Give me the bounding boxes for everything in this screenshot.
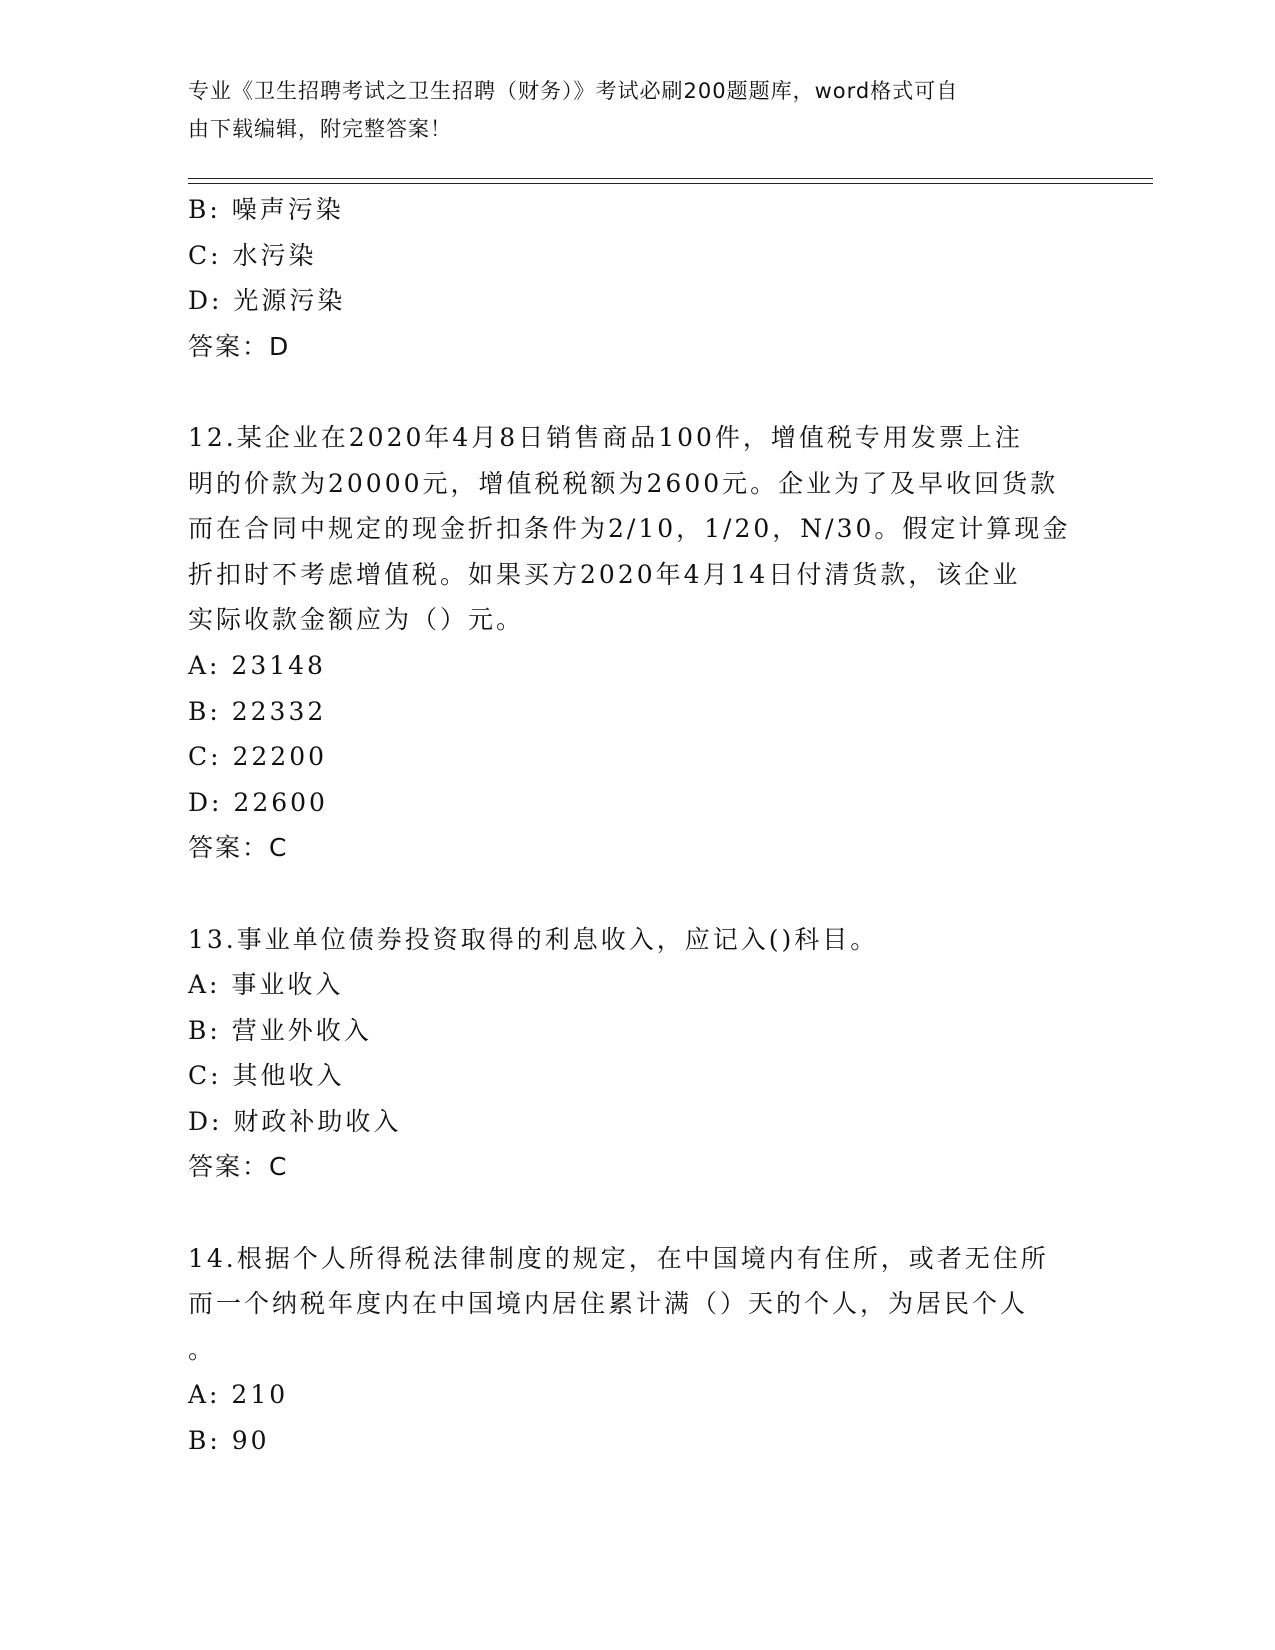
question-stem-line: 13.事业单位债券投资取得的利息收入，应记入()科目。 — [188, 924, 879, 954]
question-stem-line: 折扣时不考虑增值税。如果买方2020年4月14日付清货款，该企业 — [188, 559, 1021, 589]
question-stem-line: 。 — [188, 1334, 217, 1364]
question-stem-line: 12.某企业在2020年4月8日销售商品100件，增值税专用发票上注 — [188, 422, 1023, 452]
spacer — [188, 1190, 1088, 1236]
option-c: C: 22200 — [188, 742, 328, 772]
answer: 答案：C — [188, 1152, 289, 1182]
option-d: D: 财政补助收入 — [188, 1106, 402, 1136]
question-stem-line: 实际收款金额应为（）元。 — [188, 605, 525, 635]
question-stem-line: 而一个纳税年度内在中国境内居住累计满（）天的个人，为居民个人 — [188, 1289, 1029, 1319]
option-b: B: 噪声污染 — [188, 195, 344, 224]
header-divider-bottom — [188, 183, 1153, 184]
header-line-1: 专业《卫生招聘考试之卫生招聘（财务）》考试必刷200题题库，word格式可自 — [188, 79, 959, 103]
option-d: D: 光源污染 — [188, 286, 346, 316]
option-a: A: 210 — [188, 1380, 289, 1410]
document-body — [188, 187, 1088, 1464]
spacer — [188, 369, 1088, 415]
header-divider-top — [188, 178, 1153, 179]
answer: 答案：C — [188, 833, 289, 863]
option-a: A: 事业收入 — [188, 970, 344, 1000]
option-c: C: 水污染 — [188, 240, 317, 270]
header-line-2: 由下载编辑，附完整答案！ — [188, 117, 452, 141]
question-11 — [188, 187, 1088, 369]
option-b: B: 营业外收入 — [188, 1015, 372, 1045]
spacer — [188, 871, 1088, 917]
document-header — [188, 72, 1088, 148]
option-b: B: 90 — [188, 1426, 270, 1456]
question-stem-line: 而在合同中规定的现金折扣条件为2/10，1/20，N/30。假定计算现金 — [188, 514, 1071, 544]
option-b: B: 22332 — [188, 696, 327, 726]
question-12 — [188, 415, 1088, 871]
option-c: C: 其他收入 — [188, 1061, 345, 1091]
question-14 — [188, 1236, 1088, 1464]
answer: 答案：D — [188, 331, 291, 361]
question-stem-line: 明的价款为20000元，增值税税额为2600元。企业为了及早收回货款 — [188, 468, 1059, 498]
question-13 — [188, 917, 1088, 1191]
question-stem-line: 14.根据个人所得税法律制度的规定，在中国境内有住所，或者无住所 — [188, 1243, 1049, 1273]
option-d: D: 22600 — [188, 787, 328, 817]
option-a: A: 23148 — [188, 650, 326, 680]
